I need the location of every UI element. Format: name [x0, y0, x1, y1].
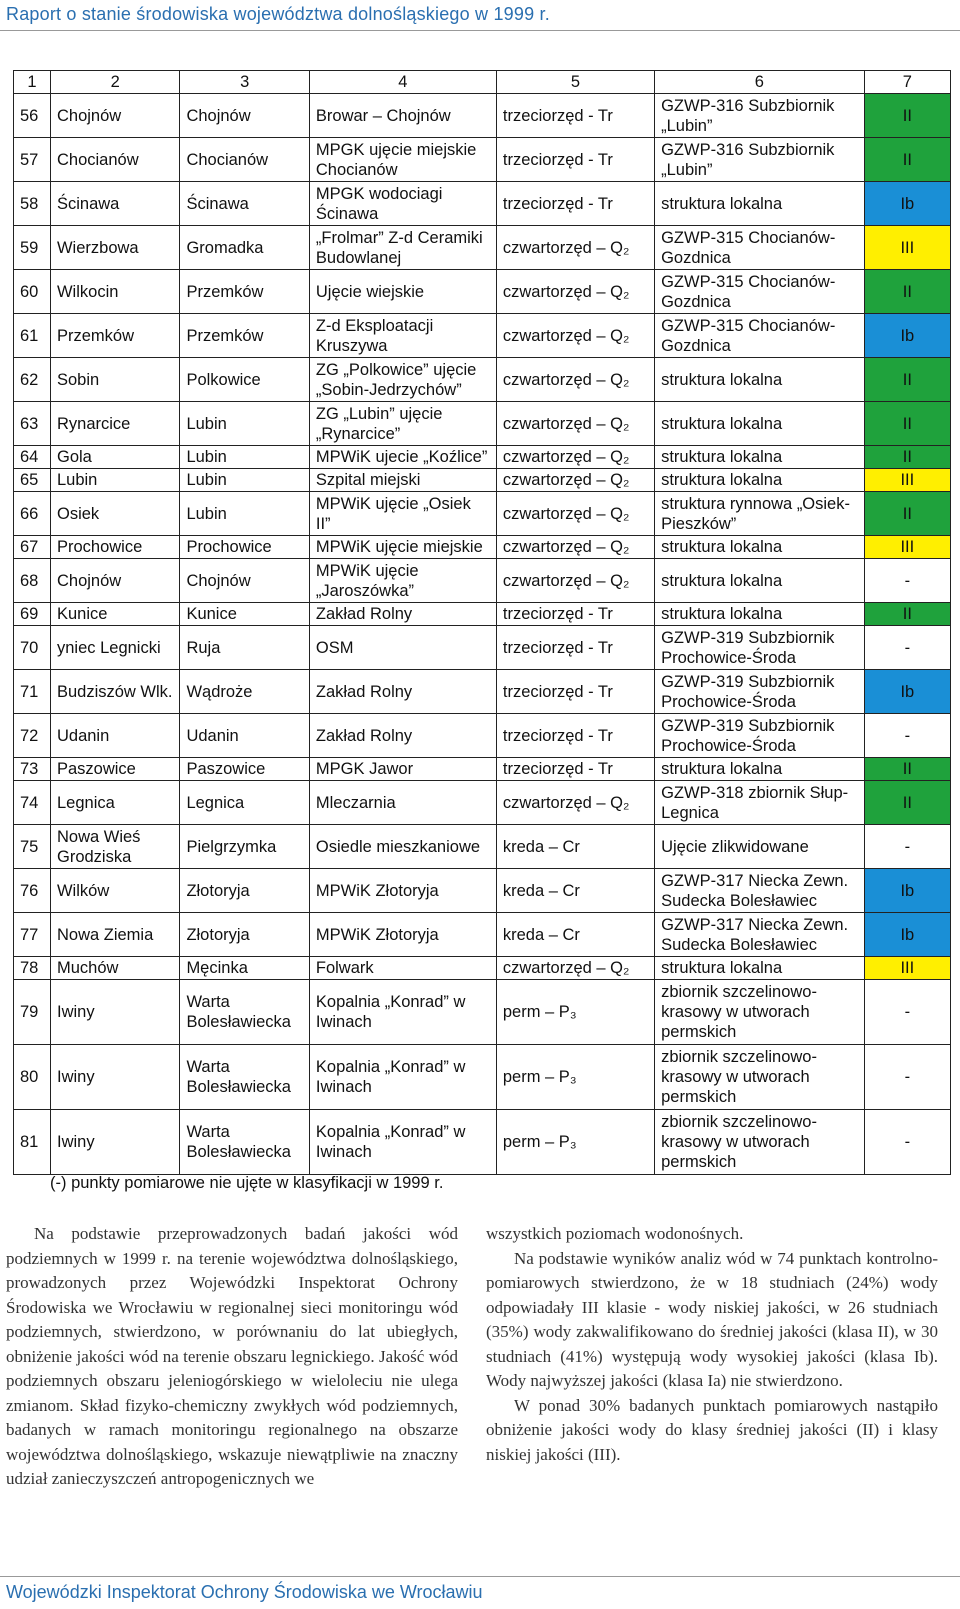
table-cell: Ścinawa [180, 182, 309, 226]
table-cell: Sobin [50, 358, 179, 402]
column-header: 1 [14, 71, 51, 94]
table-row [14, 758, 951, 781]
table-cell: Chocianów [180, 138, 309, 182]
quality-class-cell: - [864, 825, 950, 869]
table-cell: Iwiny [50, 1045, 179, 1110]
quality-class-cell: III [864, 469, 950, 492]
table-row [14, 913, 951, 957]
table-cell: 74 [14, 781, 51, 825]
table-cell: Warta Bolesławiecka [180, 1045, 309, 1110]
paragraph: Na podstawie przeprowadzonych badań jakości wód podziemnych w 1999 r. na terenie województwa dolnośląskiego, prowadzonych przez Wojewódzki Inspektorat Ochrony Środowiska we Wrocławiu w regionalnej sieci monitoringu wód podziemnych, stwierdzono, w porównaniu do lat ubiegłych, obniżenie jakości wód na terenie obszaru legnickiego. Jakość wód podziemnych obszaru jeleniogórskiego w wieloleciu nie ulega zmianom. Skład fizyko-chemiczny zwykłych wód podziemnych, badanych w ramach monitoringu regionalnego na obszarze województwa dolnośląskiego, wskazuje niewątpliwie na znaczny udział zanieczyszczeń antropogenicznych we [6, 1224, 458, 1488]
table-cell: kreda – Cr [496, 869, 654, 913]
table-cell: trzeciorzęd - Tr [496, 182, 654, 226]
table-cell: MPWiK Złotoryja [309, 869, 496, 913]
table-cell: Udanin [180, 714, 309, 758]
table-cell: czwartorzęd – Q₂ [496, 492, 654, 536]
table-cell: MPGK ujęcie miejskie Chocianów [309, 138, 496, 182]
table-cell: Udanin [50, 714, 179, 758]
table-cell: czwartorzęd – Q₂ [496, 402, 654, 446]
table-cell: GZWP-316 Subzbiornik „Lubin” [655, 138, 865, 182]
table-cell: Warta Bolesławiecka [180, 980, 309, 1045]
column-header: 3 [180, 71, 309, 94]
table-cell: GZWP-315 Chocianów-Gozdnica [655, 270, 865, 314]
table-row [14, 825, 951, 869]
quality-class-cell: - [864, 1110, 950, 1175]
table-row [14, 94, 951, 138]
table-row [14, 314, 951, 358]
text-column-left [6, 1222, 458, 1492]
table-cell: Browar – Chojnów [309, 94, 496, 138]
table-cell: czwartorzęd – Q₂ [496, 957, 654, 980]
quality-class-cell: II [864, 603, 950, 626]
table-cell: Zakład Rolny [309, 603, 496, 626]
table-cell: Mleczarnia [309, 781, 496, 825]
table-cell: Chojnów [180, 94, 309, 138]
table-cell: 72 [14, 714, 51, 758]
table-row [14, 446, 951, 469]
table-cell: Nowa Wieś Grodziska [50, 825, 179, 869]
quality-class-cell: II [864, 358, 950, 402]
table-cell: zbiornik szczelinowo-krasowy w utworach permskich [655, 1110, 865, 1175]
table-cell: 69 [14, 603, 51, 626]
table-cell: 68 [14, 559, 51, 603]
table-cell: GZWP-319 Subzbiornik Prochowice-Środa [655, 626, 865, 670]
table-cell: Paszowice [180, 758, 309, 781]
table-cell: trzeciorzęd - Tr [496, 138, 654, 182]
table-cell: 78 [14, 957, 51, 980]
table-cell: struktura lokalna [655, 446, 865, 469]
page-header-title: Raport o stanie środowiska województwa dolnośląskiego w 1999 r. [6, 4, 550, 24]
water-quality-table [13, 70, 951, 1175]
quality-class-cell: II [864, 270, 950, 314]
table-row [14, 469, 951, 492]
table-cell: 79 [14, 980, 51, 1045]
table-cell: perm – P₃ [496, 1110, 654, 1175]
table-cell: Rynarcice [50, 402, 179, 446]
table-cell: Iwiny [50, 1110, 179, 1175]
table-cell: 67 [14, 536, 51, 559]
table-cell: Muchów [50, 957, 179, 980]
footer-divider [0, 1576, 960, 1577]
table-cell: Przemków [180, 314, 309, 358]
table-cell: 73 [14, 758, 51, 781]
table-row [14, 358, 951, 402]
table-cell: perm – P₃ [496, 980, 654, 1045]
table-cell: ZG „Polkowice” ujęcie „Sobin-Jedrzychów” [309, 358, 496, 402]
quality-class-cell: - [864, 559, 950, 603]
table-row [14, 402, 951, 446]
quality-class-cell: - [864, 626, 950, 670]
table-cell: Legnica [50, 781, 179, 825]
quality-class-cell: - [864, 714, 950, 758]
table-cell: Prochowice [50, 536, 179, 559]
table-cell: 62 [14, 358, 51, 402]
table-cell: Kunice [180, 603, 309, 626]
table-cell: 76 [14, 869, 51, 913]
table-cell: GZWP-318 zbiornik Słup-Legnica [655, 781, 865, 825]
quality-class-cell: Ib [864, 913, 950, 957]
table-row [14, 603, 951, 626]
table-cell: Wilkocin [50, 270, 179, 314]
column-header: 5 [496, 71, 654, 94]
table-cell: Ujęcie wiejskie [309, 270, 496, 314]
column-header: 7 [864, 71, 950, 94]
page-footer-title: Wojewódzki Inspektorat Ochrony Środowiska we Wrocławiu [6, 1582, 483, 1602]
table-cell: Kopalnia „Konrad” w Iwinach [309, 980, 496, 1045]
table-cell: struktura lokalna [655, 402, 865, 446]
table-row [14, 957, 951, 980]
quality-class-cell: III [864, 536, 950, 559]
table-cell: Wądroże [180, 670, 309, 714]
table-cell: Lubin [180, 402, 309, 446]
table-cell: 63 [14, 402, 51, 446]
table-cell: 80 [14, 1045, 51, 1110]
table-cell: 71 [14, 670, 51, 714]
table-cell: czwartorzęd – Q₂ [496, 469, 654, 492]
table-cell: GZWP-319 Subzbiornik Prochowice-Środa [655, 714, 865, 758]
table-cell: kreda – Cr [496, 825, 654, 869]
table-cell: Z-d Eksploatacji Kruszywa [309, 314, 496, 358]
table-cell: OSM [309, 626, 496, 670]
table-cell: 77 [14, 913, 51, 957]
table-cell: Chocianów [50, 138, 179, 182]
table-cell: MPWiK ujęcie „Osiek II” [309, 492, 496, 536]
table-cell: Męcinka [180, 957, 309, 980]
table-cell: Chojnów [50, 559, 179, 603]
table-cell: GZWP-317 Niecka Zewn. Sudecka Bolesławiec [655, 913, 865, 957]
table-cell: Zakład Rolny [309, 714, 496, 758]
table-cell: MPWiK ujęcie „Jaroszówka” [309, 559, 496, 603]
table-cell: Wilków [50, 869, 179, 913]
quality-class-cell: II [864, 94, 950, 138]
table-cell: trzeciorzęd - Tr [496, 603, 654, 626]
table-cell: Wierzbowa [50, 226, 179, 270]
table-cell: MPWiK ujęcie miejskie [309, 536, 496, 559]
table-cell: 57 [14, 138, 51, 182]
table-cell: czwartorzęd – Q₂ [496, 559, 654, 603]
table-cell: Ujęcie zlikwidowane [655, 825, 865, 869]
table-cell: Prochowice [180, 536, 309, 559]
table-row [14, 536, 951, 559]
column-header: 6 [655, 71, 865, 94]
table-cell: Pielgrzymka [180, 825, 309, 869]
quality-class-cell: II [864, 402, 950, 446]
table-cell: struktura lokalna [655, 358, 865, 402]
quality-class-cell: III [864, 957, 950, 980]
table-cell: Ścinawa [50, 182, 179, 226]
table-cell: Osiek [50, 492, 179, 536]
table-row [14, 492, 951, 536]
table-cell: struktura lokalna [655, 182, 865, 226]
table-cell: zbiornik szczelinowo-krasowy w utworach permskich [655, 980, 865, 1045]
quality-class-cell: III [864, 226, 950, 270]
header-divider [0, 30, 960, 31]
table-cell: Kopalnia „Konrad” w Iwinach [309, 1110, 496, 1175]
table-cell: Iwiny [50, 980, 179, 1045]
table-row [14, 626, 951, 670]
table-row [14, 714, 951, 758]
table-cell: Przemków [180, 270, 309, 314]
table-row [14, 1110, 951, 1175]
table-cell: Osiedle mieszkaniowe [309, 825, 496, 869]
table-cell: Legnica [180, 781, 309, 825]
table-cell: czwartorzęd – Q₂ [496, 536, 654, 559]
table-cell: struktura lokalna [655, 957, 865, 980]
quality-class-cell: Ib [864, 182, 950, 226]
table-cell: GZWP-315 Chocianów-Gozdnica [655, 314, 865, 358]
table-cell: Nowa Ziemia [50, 913, 179, 957]
paragraph: wszystkich poziomach wodonośnych. [486, 1224, 744, 1243]
column-header: 2 [50, 71, 179, 94]
table-cell: Budziszów Wlk. [50, 670, 179, 714]
table-cell: Folwark [309, 957, 496, 980]
table-cell: MPWiK ujecie „Koźlice” [309, 446, 496, 469]
table-cell: 66 [14, 492, 51, 536]
table-cell: trzeciorzęd - Tr [496, 626, 654, 670]
table-cell: „Frolmar” Z-d Ceramiki Budowlanej [309, 226, 496, 270]
table-cell: 65 [14, 469, 51, 492]
quality-class-cell: - [864, 1045, 950, 1110]
table-cell: czwartorzęd – Q₂ [496, 358, 654, 402]
quality-class-cell: - [864, 980, 950, 1045]
table-row [14, 670, 951, 714]
paragraph: W ponad 30% badanych punktach pomiarowych nastąpiło obniżenie jakości wody do klasy średniej jakości (II) i klasy niskiej jakości (III). [486, 1395, 938, 1464]
quality-class-cell: II [864, 758, 950, 781]
table-cell: 64 [14, 446, 51, 469]
table-cell: yniec Legnicki [50, 626, 179, 670]
table-cell: trzeciorzęd - Tr [496, 670, 654, 714]
table-row [14, 1045, 951, 1110]
table-cell: 59 [14, 226, 51, 270]
table-row [14, 869, 951, 913]
table-note: (-) punkty pomiarowe nie ujęte w klasyfikacji w 1999 r. [50, 1174, 444, 1192]
table-cell: Lubin [180, 492, 309, 536]
table-cell: struktura lokalna [655, 559, 865, 603]
table-cell: GZWP-315 Chocianów-Gozdnica [655, 226, 865, 270]
table-cell: Złotoryja [180, 913, 309, 957]
quality-class-cell: Ib [864, 670, 950, 714]
table-cell: 61 [14, 314, 51, 358]
table-cell: czwartorzęd – Q₂ [496, 446, 654, 469]
table-cell: GZWP-317 Niecka Zewn. Sudecka Bolesławiec [655, 869, 865, 913]
table-cell: GZWP-316 Subzbiornik „Lubin” [655, 94, 865, 138]
table-cell: struktura lokalna [655, 758, 865, 781]
table-cell: Warta Bolesławiecka [180, 1110, 309, 1175]
table-cell: struktura lokalna [655, 469, 865, 492]
table-row [14, 270, 951, 314]
table-cell: 70 [14, 626, 51, 670]
table-cell: Szpital miejski [309, 469, 496, 492]
quality-class-cell: II [864, 138, 950, 182]
table-row [14, 226, 951, 270]
table-cell: czwartorzęd – Q₂ [496, 314, 654, 358]
table-cell: czwartorzęd – Q₂ [496, 270, 654, 314]
table-header-row [14, 71, 951, 94]
table-cell: ZG „Lubin” ujęcie „Rynarcice” [309, 402, 496, 446]
table-cell: Paszowice [50, 758, 179, 781]
quality-class-cell: II [864, 492, 950, 536]
table-cell: trzeciorzęd - Tr [496, 94, 654, 138]
table-cell: Ruja [180, 626, 309, 670]
table-cell: MPGK Jawor [309, 758, 496, 781]
table-cell: Kunice [50, 603, 179, 626]
table-cell: Złotoryja [180, 869, 309, 913]
paragraph: Na podstawie wyników analiz wód w 74 punktach kontrolno-pomiarowych stwierdzono, że w 18 studniach (24%) wody odpowiadały III klasie - wody niskiej jakości, w 26 studniach (35%) wody zakwalifikowano do średniej jakości (klasa II), w 30 studniach (41%) występują wody wysokiej jakości (klasa Ib). Wody najwyższej jakości (klasa Ia) nie stwierdzono. [486, 1248, 938, 1390]
table-cell: Lubin [180, 446, 309, 469]
table-cell: zbiornik szczelinowo-krasowy w utworach permskich [655, 1045, 865, 1110]
table-cell: 75 [14, 825, 51, 869]
table-cell: MPGK wodociagi Ścinawa [309, 182, 496, 226]
table-cell: 81 [14, 1110, 51, 1175]
table-cell: czwartorzęd – Q₂ [496, 226, 654, 270]
table-cell: czwartorzęd – Q₂ [496, 781, 654, 825]
table-cell: 58 [14, 182, 51, 226]
quality-class-cell: II [864, 446, 950, 469]
table-cell: Lubin [180, 469, 309, 492]
table-row [14, 559, 951, 603]
table-cell: perm – P₃ [496, 1045, 654, 1110]
table-cell: Gromadka [180, 226, 309, 270]
quality-class-cell: Ib [864, 314, 950, 358]
table-cell: Polkowice [180, 358, 309, 402]
table-cell: 60 [14, 270, 51, 314]
quality-class-cell: Ib [864, 869, 950, 913]
table-cell: Kopalnia „Konrad” w Iwinach [309, 1045, 496, 1110]
table-cell: Chojnów [180, 559, 309, 603]
table-row [14, 138, 951, 182]
table-cell: trzeciorzęd - Tr [496, 714, 654, 758]
table-cell: GZWP-319 Subzbiornik Prochowice-Środa [655, 670, 865, 714]
table-cell: Lubin [50, 469, 179, 492]
column-header: 4 [309, 71, 496, 94]
table-cell: trzeciorzęd - Tr [496, 758, 654, 781]
table-cell: kreda – Cr [496, 913, 654, 957]
table-cell: MPWiK Złotoryja [309, 913, 496, 957]
table-cell: struktura lokalna [655, 603, 865, 626]
table-cell: Gola [50, 446, 179, 469]
table-cell: Przemków [50, 314, 179, 358]
table-cell: Zakład Rolny [309, 670, 496, 714]
table-cell: struktura rynnowa „Osiek-Pieszków” [655, 492, 865, 536]
text-column-right [486, 1222, 938, 1467]
table-row [14, 182, 951, 226]
table-cell: Chojnów [50, 94, 179, 138]
quality-class-cell: II [864, 781, 950, 825]
table-row [14, 980, 951, 1045]
table-cell: 56 [14, 94, 51, 138]
table-cell: struktura lokalna [655, 536, 865, 559]
table-row [14, 781, 951, 825]
